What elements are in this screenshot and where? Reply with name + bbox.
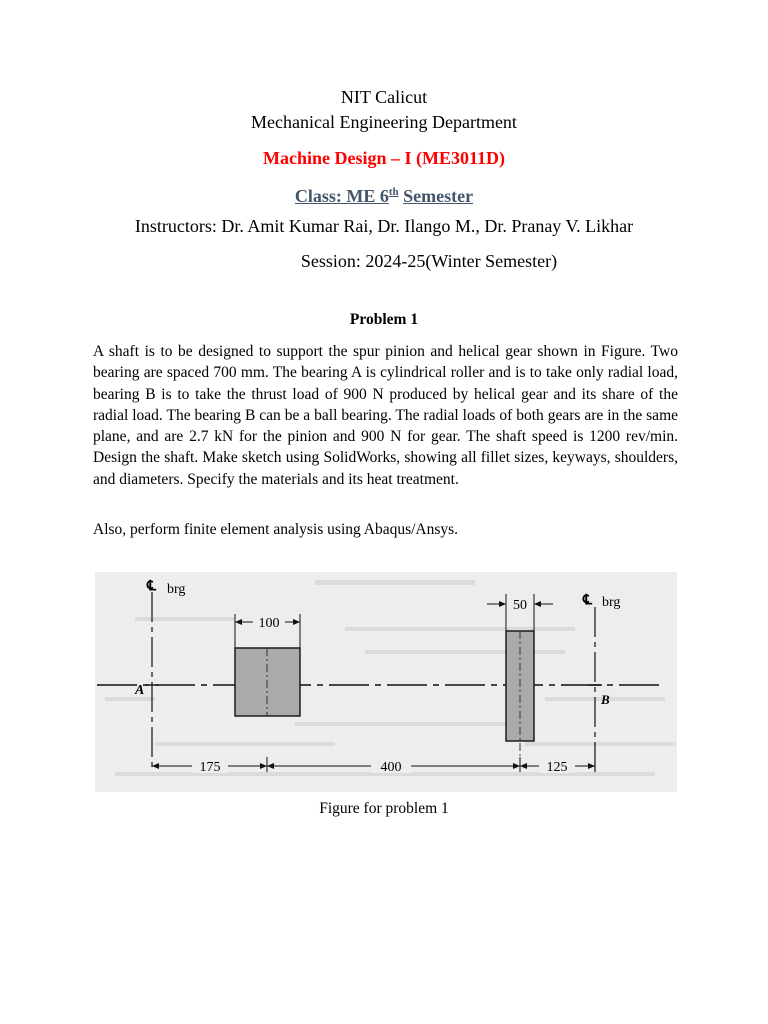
institute-name: NIT Calicut (340, 87, 428, 107)
class-superscript: th (388, 186, 399, 198)
gear-width-label: 50 (513, 598, 527, 613)
instructors: Instructors: Dr. Amit Kumar Rai, Dr. Ilango M., Dr. Pranay V. Likhar (134, 216, 634, 236)
problem-extra: Also, perform finite element analysis using Abaqus/Ansys. (93, 521, 459, 538)
pinion-arrow-right (293, 619, 300, 625)
bearing-a-label: A (135, 683, 145, 698)
bearing-b-label: B (601, 692, 610, 707)
shaft-diagram (95, 572, 677, 792)
department-name: Mechanical Engineering Department (251, 112, 517, 132)
background-texture (105, 580, 675, 776)
figure-caption: Figure for problem 1 (319, 800, 449, 817)
course-title: Machine Design – I (ME3011D) (263, 148, 505, 168)
dim-arrow-3 (267, 763, 274, 769)
pinion-width-label: 100 (258, 616, 280, 631)
dim-a-to-pinion: 175 (199, 760, 221, 775)
bearing-left-label: brg (167, 582, 186, 597)
problem-title: Problem 1 (349, 311, 419, 328)
shaft-figure (95, 572, 677, 792)
dim-arrow-1 (152, 763, 159, 769)
pinion-arrow-left (235, 619, 242, 625)
centerline-symbol-left: ℄ (147, 579, 156, 594)
session: Session: 2024-25(Winter Semester) (300, 251, 558, 271)
dim-arrow-6 (588, 763, 595, 769)
centerline-symbol-right: ℄ (583, 593, 592, 608)
gear-arrow-right (534, 601, 541, 607)
gear-arrow-left (499, 601, 506, 607)
dim-arrow-4 (513, 763, 520, 769)
class-info (0, 181, 768, 207)
dim-gear-to-b: 125 (546, 760, 568, 775)
class-prefix: Class: ME 6 (294, 186, 389, 206)
problem-body: A shaft is to be designed to support the spur pinion and helical gear shown in Figure. Two bearing are spaced 700 mm. The bearing A is cylindrical roller and is to take only radial load, bearing B is to take the thrust load of 900 N produced by helical gear and its share of the radial load. The bearing B can be a ball bearing. The radial loads of both gears are in the same plane, and are 2.7 kN for the pinion and 900 N for gear. The shaft speed is 1200 rev/min. Design the shaft. Make sketch using SolidWorks, showing all fillet sizes, keyways, shoulders, and diameters. Specify the materials and its heat treatment. (93, 343, 678, 488)
dim-arrow-5 (520, 763, 527, 769)
dim-pinion-to-gear: 400 (380, 760, 402, 775)
bearing-right-label: brg (602, 595, 621, 610)
class-suffix: Semester (403, 186, 474, 206)
dim-arrow-2 (260, 763, 267, 769)
